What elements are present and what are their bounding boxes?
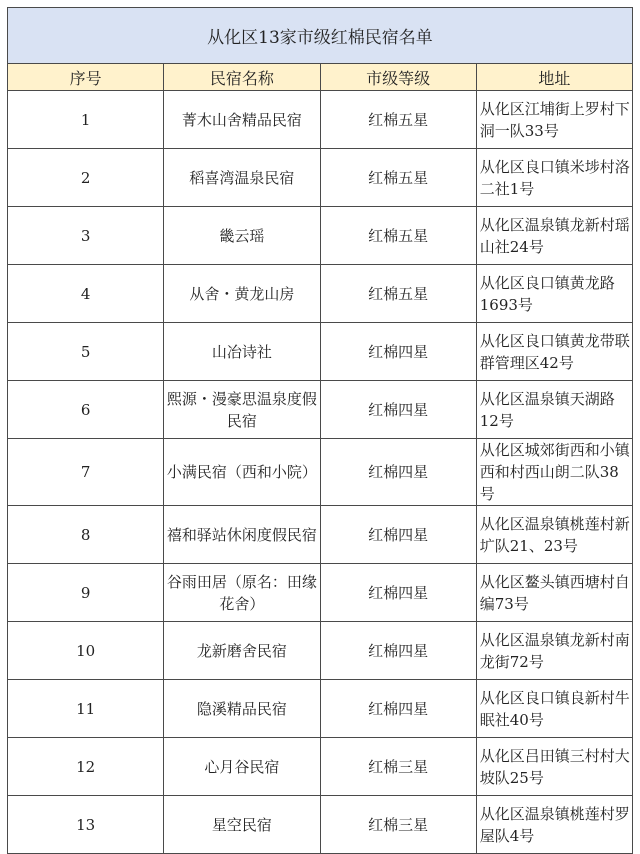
homestay-list-table [7,7,633,854]
header-address: 地址 [476,64,632,91]
star-level: 红棉五星 [320,207,476,265]
table-row [8,506,633,564]
homestay-name: 隐溪精品民宿 [164,680,320,738]
table-row [8,265,633,323]
homestay-name: 龙新磨舍民宿 [164,622,320,680]
star-level: 红棉三星 [320,796,476,854]
address: 从化区鳌头镇西塘村自编73号 [476,564,632,622]
table-row [8,738,633,796]
star-level: 红棉五星 [320,149,476,207]
table-title: 从化区13家市级红棉民宿名单 [8,8,633,64]
header-no: 序号 [8,64,164,91]
row-number: 7 [8,439,164,506]
star-level: 红棉四星 [320,381,476,439]
table-row [8,439,633,506]
address: 从化区温泉镇桃莲村新圹队21、23号 [476,506,632,564]
star-level: 红棉五星 [320,265,476,323]
row-number: 3 [8,207,164,265]
star-level: 红棉四星 [320,439,476,506]
homestay-name: 心月谷民宿 [164,738,320,796]
address: 从化区良口镇良新村牛眠社40号 [476,680,632,738]
table-row [8,796,633,854]
table-row [8,149,633,207]
homestay-name: 畿云瑶 [164,207,320,265]
row-number: 2 [8,149,164,207]
table-body [8,91,633,854]
address: 从化区温泉镇龙新村瑶山社24号 [476,207,632,265]
header-level: 市级等级 [320,64,476,91]
homestay-name: 菁木山舍精品民宿 [164,91,320,149]
row-number: 8 [8,506,164,564]
address: 从化区良口镇黄龙带联群管理区42号 [476,323,632,381]
homestay-name: 小满民宿（西和小院） [164,439,320,506]
star-level: 红棉三星 [320,738,476,796]
row-number: 13 [8,796,164,854]
star-level: 红棉四星 [320,323,476,381]
row-number: 9 [8,564,164,622]
homestay-name: 从舍・黄龙山房 [164,265,320,323]
address: 从化区良口镇黄龙路1693号 [476,265,632,323]
row-number: 1 [8,91,164,149]
homestay-name: 星空民宿 [164,796,320,854]
star-level: 红棉四星 [320,506,476,564]
table-row [8,207,633,265]
address: 从化区温泉镇龙新村南龙街72号 [476,622,632,680]
row-number: 12 [8,738,164,796]
row-number: 5 [8,323,164,381]
homestay-name: 熙源・漫豪思温泉度假民宿 [164,381,320,439]
star-level: 红棉四星 [320,680,476,738]
row-number: 10 [8,622,164,680]
homestay-name: 谷雨田居（原名：田缘花舍） [164,564,320,622]
header-row [8,64,633,91]
title-row [8,8,633,64]
star-level: 红棉四星 [320,564,476,622]
homestay-name: 山冶诗社 [164,323,320,381]
table-row [8,622,633,680]
address: 从化区温泉镇桃莲村罗屋队4号 [476,796,632,854]
row-number: 6 [8,381,164,439]
address: 从化区城郊街西和小镇西和村西山朗二队38号 [476,439,632,506]
address: 从化区吕田镇三村村大坡队25号 [476,738,632,796]
table-row [8,91,633,149]
table-row [8,381,633,439]
address: 从化区良口镇米埗村洛二社1号 [476,149,632,207]
homestay-name: 稻喜湾温泉民宿 [164,149,320,207]
address: 从化区江埔街上罗村下洞一队33号 [476,91,632,149]
star-level: 红棉四星 [320,622,476,680]
table-row [8,323,633,381]
table-row [8,680,633,738]
row-number: 11 [8,680,164,738]
homestay-name: 禧和驿站休闲度假民宿 [164,506,320,564]
star-level: 红棉五星 [320,91,476,149]
row-number: 4 [8,265,164,323]
address: 从化区温泉镇天湖路12号 [476,381,632,439]
header-name: 民宿名称 [164,64,320,91]
table-row [8,564,633,622]
